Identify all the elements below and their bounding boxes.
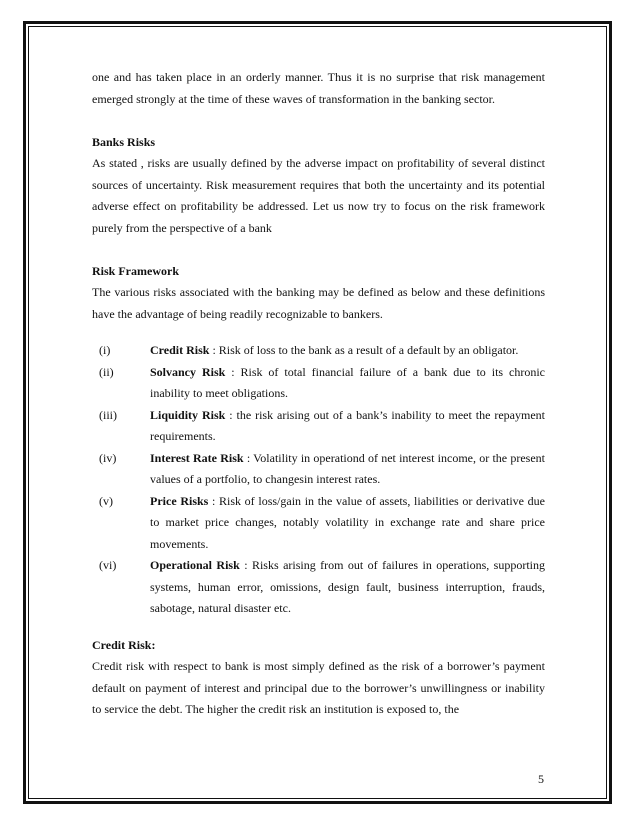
banks-risks-paragraph: As stated , risks are usually defined by the adverse impact on profitability of several distinct sources of uncertainty. Risk measurement requires that both the uncertainty and its potential adverse effect on profitability be addressed. Let us now try to focus on the risk framework purely from the perspective of a bank bbox=[92, 156, 545, 235]
risk-term: Credit Risk bbox=[150, 343, 210, 357]
risk-framework-paragraph: The various risks associated with the banking may be defined as below and these definitions have the advantage of being readily recognizable to bankers. bbox=[92, 285, 545, 321]
risk-framework-heading: Risk Framework bbox=[92, 263, 179, 278]
page-number: 5 bbox=[538, 772, 544, 786]
list-number: (ii) bbox=[99, 364, 114, 379]
risk-term: Liquidity Risk bbox=[150, 407, 226, 422]
risk-definition: : Risks arising from out of failures in operations, supporting systems, human error, omissions, design fault, business interruption, frauds, sabotage, natural disaster etc. bbox=[150, 558, 546, 615]
risk-definition: : Risk of loss to the bank as a result of a default by an obligator. bbox=[209, 343, 519, 357]
risk-term: Interest Rate Risk bbox=[150, 450, 244, 465]
risk-term: Price Risks bbox=[150, 493, 209, 508]
list-item bbox=[92, 555, 545, 620]
risk-list bbox=[92, 340, 545, 620]
credit-risk-paragraph: Credit risk with respect to bank is most simply defined as the risk of a borrower’s payment default on payment of interest and principal due to the borrower’s unwillingness or inability to service the debt. The higher the credit risk an institution is exposed to, the bbox=[92, 659, 545, 716]
risk-definition: : Volatility in operationd of net interest income, or the present values of a portfolio, to changesin interest rates. bbox=[150, 450, 545, 486]
banks-risks-heading: Banks Risks bbox=[92, 134, 156, 149]
list-item bbox=[92, 362, 545, 405]
risk-term: Operational Risk bbox=[150, 558, 240, 572]
list-item bbox=[92, 448, 545, 491]
list-number: (iv) bbox=[99, 450, 117, 465]
list-item bbox=[92, 405, 545, 448]
list-item bbox=[92, 340, 545, 362]
intro-paragraph: one and has taken place in an orderly manner. Thus it is no surprise that risk management emerged strongly at the time of these waves of transformation in the banking sector. bbox=[92, 70, 545, 106]
list-item bbox=[92, 491, 545, 556]
list-number: (iii) bbox=[99, 407, 117, 422]
list-number: (i) bbox=[99, 343, 111, 357]
risk-definition: : Risk of loss/gain in the value of assets, liabilities or derivative due to market price changes, notably volatility in exchange rate and share price movements. bbox=[150, 493, 545, 551]
risk-definition: : Risk of total financial failure of a bank due to its chronic inability to meet obligations. bbox=[150, 364, 545, 400]
list-number: (vi) bbox=[99, 558, 117, 572]
credit-risk-heading: Credit Risk: bbox=[92, 637, 156, 652]
risk-definition: : the risk arising out of a bank’s inability to meet the repayment requirements. bbox=[150, 407, 546, 443]
list-number: (v) bbox=[99, 493, 113, 508]
risk-term: Solvancy Risk bbox=[150, 364, 226, 379]
document-body bbox=[92, 67, 545, 721]
